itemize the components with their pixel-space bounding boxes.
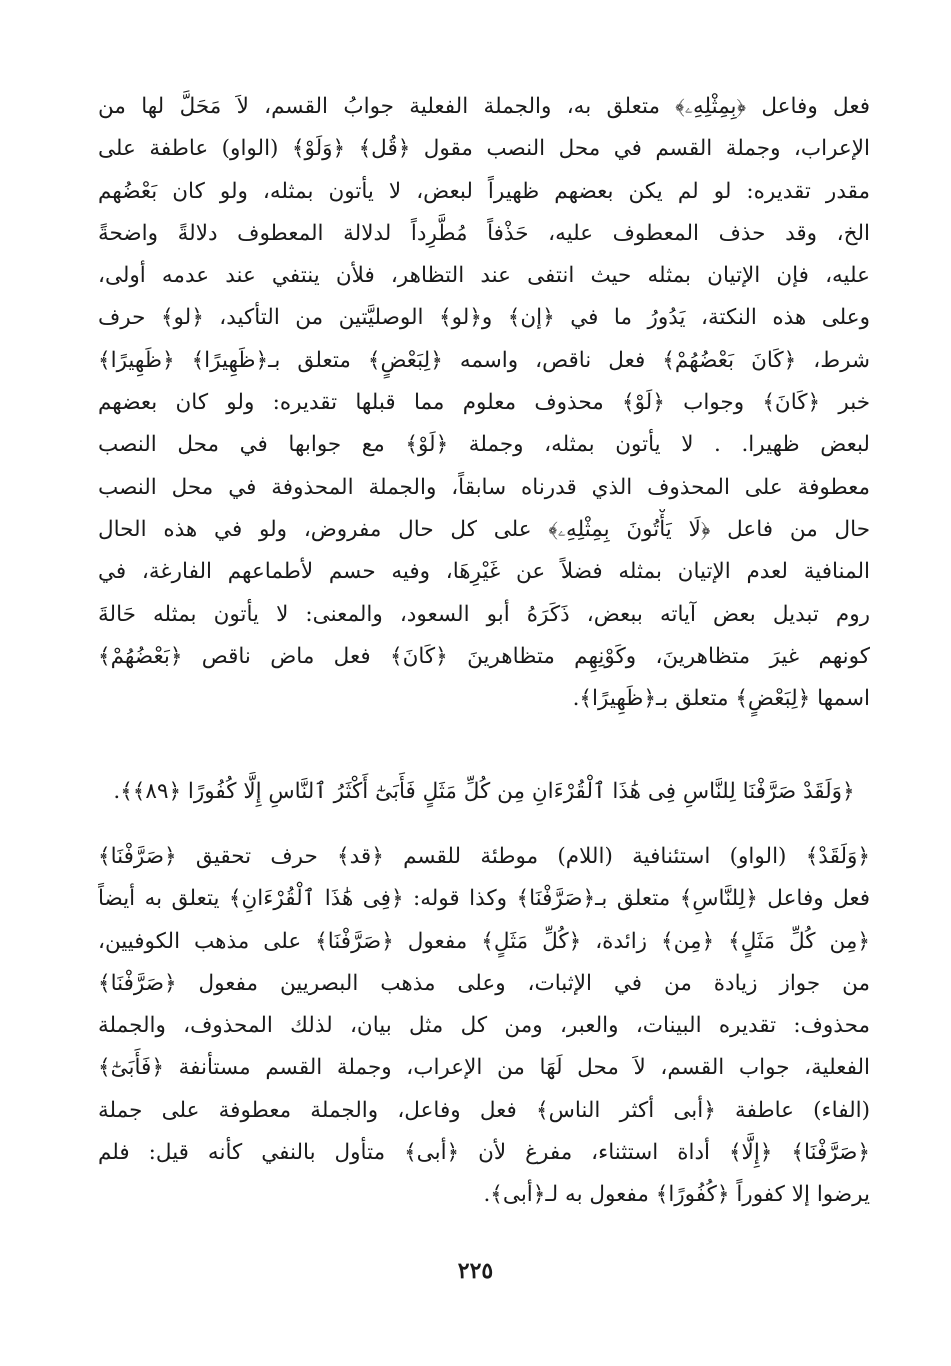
page-number: ٢٢٥ xyxy=(457,1258,494,1284)
text-line: روم تبديل بعض آياته ببعض، ذَكَرَهُ أبو السعود، والمعنى: لا يأتون بمثله حَالةَ xyxy=(98,601,870,627)
text-line: عليه، فإن الإتيان بمثله حيث انتفى عند التظاهر، فلأن ينتفي عند عدمه أولى، xyxy=(98,263,870,289)
text-line: لبعض ظهيرا. . لا يأتون بمثله، وجملة ﴿لَوْ﴾ مع جوابها في محل النصب xyxy=(98,432,870,458)
text-line: فعل وفاعل ﴿بِمِثْلِهِۦ﴾ متعلق به، والجملة الفعلية جوابُ القسم، لاَ مَحَلَّ لها من xyxy=(98,94,870,119)
text-line: حال من فاعل ﴿لَا يَأْتُونَ بِمِثْلِهِۦ﴾ على كل حال مفروض، ولو في هذه الحال xyxy=(98,516,870,542)
text-line: خبر ﴿كَانَ﴾ وجواب ﴿لَوْ﴾ محذوف معلوم مما قبلها تقديره: ولو كان بعضهم xyxy=(98,390,870,416)
text-line: من جواز زيادة من في الإثبات، وعلى مذهب البصريين مفعول ﴿صَرَّفْنَا﴾ xyxy=(98,970,870,996)
text-line: وعلى هذه النكتة، يَدُورُ ما في ﴿إن﴾ و﴿لو﴾ الوصليَّتين من التأكيد، ﴿لو﴾ حرف xyxy=(98,305,870,331)
text-line: (الفاء) عاطفة ﴿أبى أكثر الناس﴾ فعل وفاعل، والجملة معطوفة على جملة xyxy=(98,1097,870,1123)
text-line: محذوف: تقديره البينات، والعبر، ومن كل مثل بيان، لذلك المحذوف، والجملة xyxy=(98,1013,870,1039)
text-line: كونهم غيرَ متظاهرينَ، وكَوْنِهِم متظاهرينَ ﴿كَانَ﴾ فعل ماض ناقص ﴿بَعْضُهُمْ﴾ xyxy=(98,643,870,669)
text-line: ﴿مِن كُلِّ مَثَلٍ﴾ ﴿مِن﴾ زائدة، ﴿كُلِّ مَثَلٍ﴾ مفعول ﴿صَرَّفْنَا﴾ على مذهب الكوفيين، xyxy=(98,928,870,954)
text-line: الإعراب، وجملة القسم في محل النصب مقول ﴿قُل﴾ ﴿وَلَوْ﴾ (الواو) عاطفة على xyxy=(98,136,870,162)
text-line: الفعلية، جواب القسم، لاَ محل لَهَا من الإعراب، وجملة القسم مستأنفة ﴿فَأَبَىٰٓ﴾ xyxy=(98,1055,870,1081)
text-line: شرط، ﴿كَانَ بَعْضُهُمْ﴾ فعل ناقص، واسمه ﴿لِبَعْضٍ﴾ متعلق بـ﴿ظَهِيرًا﴾ ﴿ظَهِيرًا﴾ xyxy=(98,347,870,373)
text-line: ﴿وَلَقَدْ﴾ (الواو) استئنافية (اللام) موطئة للقسم ﴿قد﴾ حرف تحقيق ﴿صَرَّفْنَا﴾ xyxy=(98,844,870,869)
text-line: اسمها ﴿لِبَعْضٍ﴾ متعلق بـ﴿ظَهِيرًا﴾. xyxy=(572,686,870,712)
commentary-bottom xyxy=(98,836,870,1217)
text-line: الخ، وقد حذف المعطوف عليه، حَذْفاً مُطَّرِداً لدلالة المعطوف دلالةً واضحةً xyxy=(98,220,870,246)
text-line: المنافية لعدم الإتيان بمثله فضلاً عن غَيْرِهَا، وفيه حسم لأطماعهم الفارغة، في xyxy=(98,559,870,585)
commentary-top xyxy=(98,86,870,720)
text-line: مقدر تقديره: لو لم يكن بعضهم ظهيراً لبعض، لا يأتون بمثله، ولو كان بَعْضُهم xyxy=(98,178,870,204)
quran-verse: ﴿وَلَقَدْ صَرَّفْنَا لِلنَّاسِ فِى هَٰذَا ٱلْقُرْءَانِ مِن كُلِّ مَثَلٍ فَأَبَىٰٓ أَكْثَرُ ٱلنَّاسِ إِلَّا كُفُورًا ﴿٨٩﴾﴾. xyxy=(113,779,855,804)
text-line: فعل وفاعل ﴿لِلنَّاسِ﴾ متعلق بـ﴿صَرَّفْنَا﴾ وكذا قوله: ﴿فِى هَٰذَا ٱلْقُرْءَانِ﴾ يتعلق به أيضاً xyxy=(98,886,870,912)
text-line: معطوفة على المحذوف الذي قدرناه سابقاً، والجملة المحذوفة في محل النصب xyxy=(98,474,870,500)
text-line: ﴿صَرَّفْنَا﴾ ﴿إِلَّا﴾ أداة استثناء، مفرغ لأن ﴿أبى﴾ متأول بالنفي كأنه قيل: فلم xyxy=(98,1140,870,1166)
text-line: يرضوا إلا كفوراً ﴿كُفُورًا﴾ مفعول به لـ﴿أبى﴾. xyxy=(483,1182,870,1208)
